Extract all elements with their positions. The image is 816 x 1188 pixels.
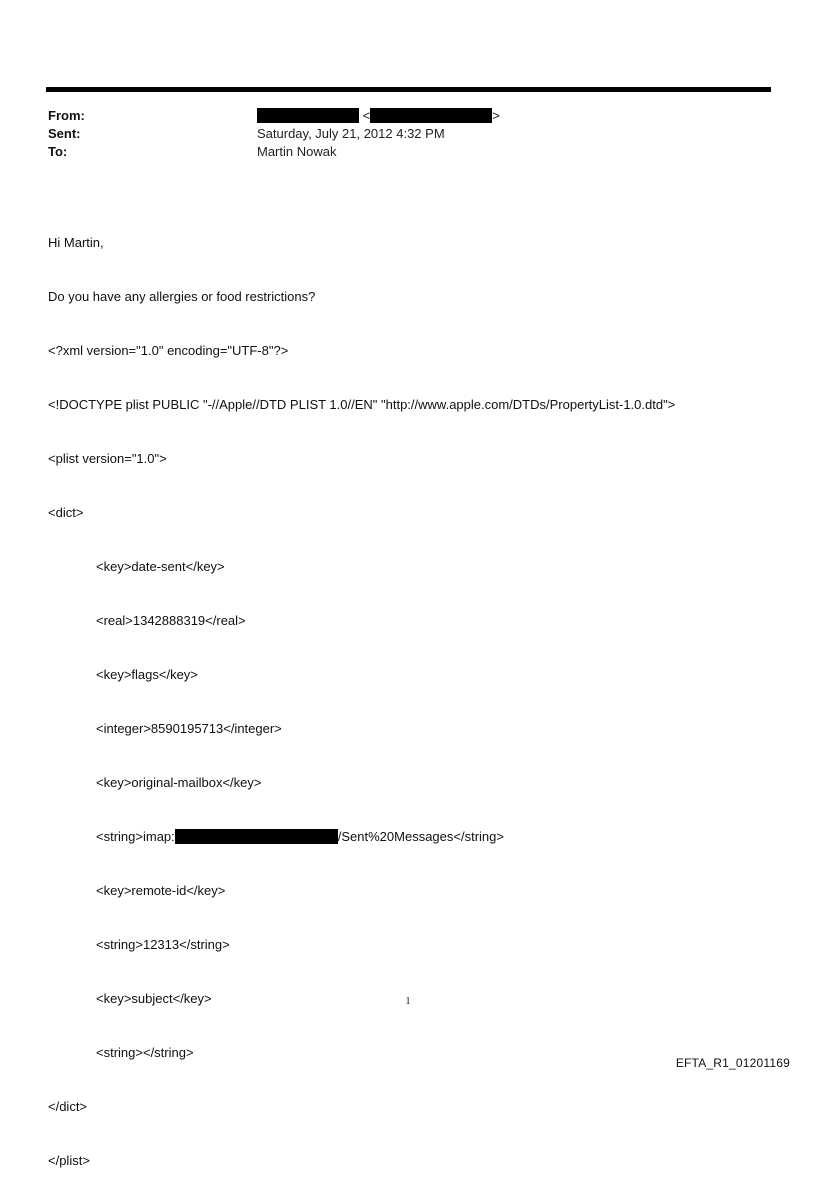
redacted-sender-name	[257, 108, 359, 123]
dict-line: <key>subject</key>	[96, 991, 212, 1006]
from-email-close: >	[492, 108, 500, 123]
bates-number: EFTA_R1_01201169	[675, 1056, 790, 1070]
doctype-line: <!DOCTYPE plist PUBLIC "-//Apple//DTD PLIST 1.0//EN" "http://www.apple.com/DTDs/PropertyList-1.0.dtd">	[48, 397, 676, 412]
dict-line: <string></string>	[96, 1045, 194, 1060]
dict-close: </dict>	[48, 1099, 88, 1114]
page-number: 1	[405, 996, 411, 1007]
dict-line: <key>flags</key>	[96, 667, 198, 682]
dict-line: <integer>8590195713</integer>	[96, 721, 282, 736]
sent-label: Sent:	[48, 126, 81, 141]
dict-line: <real>1342888319</real>	[96, 613, 246, 628]
dict-line: <key>original-mailbox</key>	[96, 775, 262, 790]
redacted-imap-account	[175, 829, 338, 844]
plist-close: </plist>	[48, 1153, 90, 1168]
imap-suffix: /Sent%20Messages</string>	[337, 829, 504, 844]
dict-open: <dict>	[48, 505, 84, 520]
imap-prefix: <string>imap:	[96, 829, 175, 844]
email-body	[48, 198, 675, 1188]
plist-open: <plist version="1.0">	[48, 451, 167, 466]
greeting: Hi Martin,	[48, 235, 104, 250]
redacted-sender-email	[370, 108, 492, 123]
imap-line	[48, 828, 675, 846]
dict-line: <key>date-sent</key>	[96, 559, 225, 574]
from-label: From:	[48, 108, 85, 123]
to-value: Martin Nowak	[257, 144, 337, 159]
from-email-open: <	[362, 108, 371, 123]
dict-line: <string>12313</string>	[96, 937, 230, 952]
question: Do you have any allergies or food restrictions?	[48, 289, 316, 304]
from-value	[257, 107, 500, 125]
xml-declaration: <?xml version="1.0" encoding="UTF-8"?>	[48, 343, 289, 358]
header-rule	[46, 87, 771, 92]
dict-line: <key>remote-id</key>	[96, 883, 226, 898]
sent-value: Saturday, July 21, 2012 4:32 PM	[257, 126, 445, 141]
to-label: To:	[48, 144, 68, 159]
